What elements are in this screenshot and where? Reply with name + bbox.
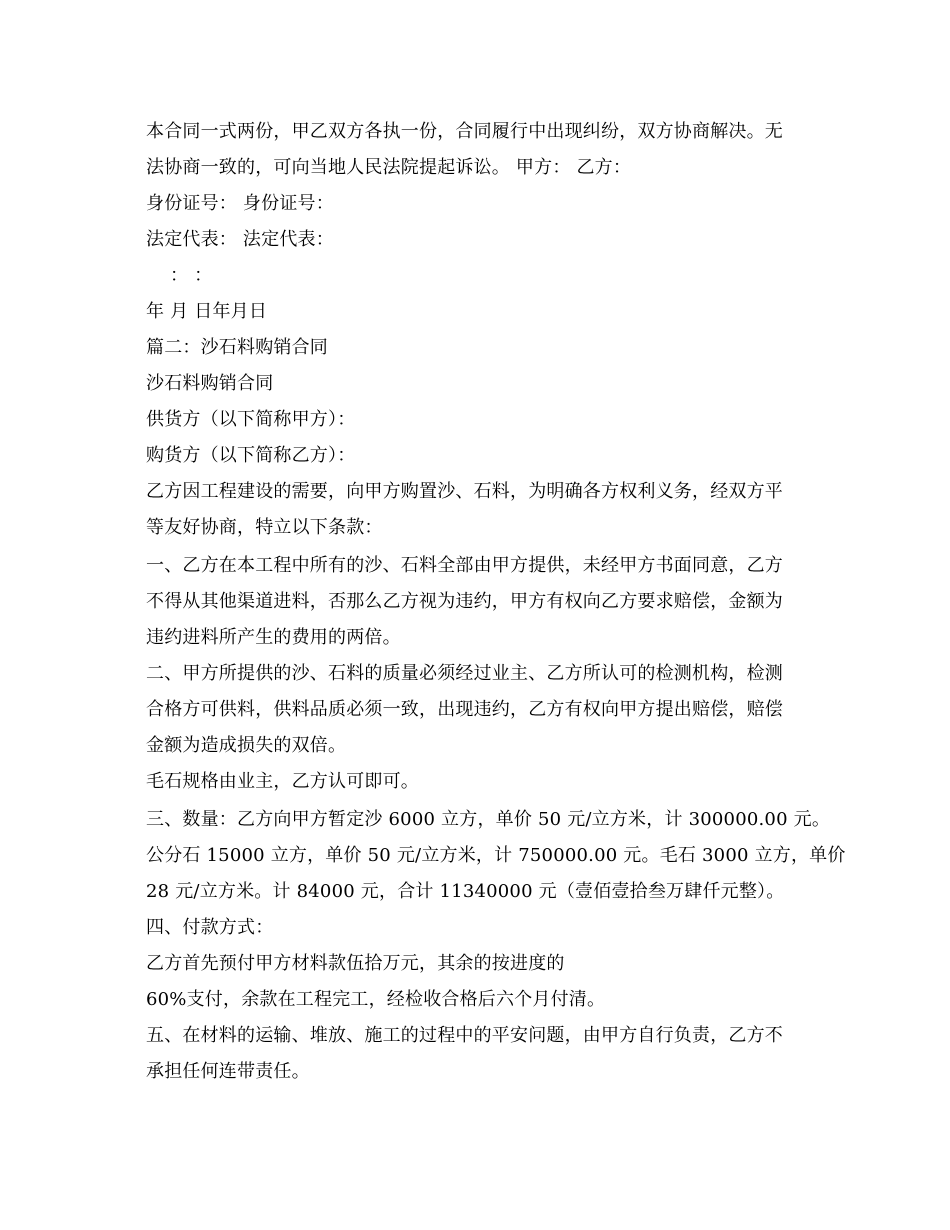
text-line: 二、甲方所提供的沙、石料的质量必须经过业主、乙方所认可的检测机构，检测 <box>146 663 783 684</box>
text-line: 等友好协商，特立以下条款： <box>146 517 383 538</box>
text-line: 身份证号： 身份证号： <box>146 193 334 214</box>
text-line: 承担任何连带责任。 <box>146 1061 310 1082</box>
text-line: 乙方首先预付甲方材料款伍拾万元，其余的按进度的 <box>146 953 565 974</box>
text-line: 乙方因工程建设的需要，向甲方购置沙、石料，为明确各方权利义务，经双方平 <box>146 481 783 502</box>
text-line: 公分石 15000 立方，单价 50 元/立方米，计 750000.00 元。毛石 3000 立方，单价 <box>146 845 846 866</box>
text-line: ： ： <box>170 265 213 286</box>
text-line: 一、乙方在本工程中所有的沙、石料全部由甲方提供，未经甲方书面同意，乙方 <box>146 555 783 576</box>
contract-title: 沙石料购销合同 <box>146 373 274 394</box>
text-line: 本合同一式两份，甲乙双方各执一份，合同履行中出现纠纷，双方协商解决。无 <box>146 121 783 142</box>
text-line: 法定代表： 法定代表： <box>146 229 334 250</box>
text-line: 金额为造成损失的双倍。 <box>146 735 347 756</box>
text-line: 不得从其他渠道进料，否那么乙方视为违约，甲方有权向乙方要求赔偿，金额为 <box>146 591 783 612</box>
text-line: 四、付款方式： <box>146 917 274 938</box>
text-line: 合格方可供料，供料品质必须一致，出现违约，乙方有权向甲方提出赔偿，赔偿 <box>146 699 783 720</box>
text-line: 违约进料所产生的费用的两倍。 <box>146 627 401 648</box>
text-line: 三、数量：乙方向甲方暂定沙 6000 立方，单价 50 元/立方米，计 300000.00 元。 <box>146 809 831 830</box>
text-line: 法协商一致的，可向当地人民法院提起诉讼。 甲方： 乙方： <box>146 157 632 178</box>
text-line: 供货方（以下简称甲方）： <box>146 409 356 430</box>
text-line: 年 月 日年月日 <box>146 301 268 322</box>
text-line: 28 元/立方米。计 84000 元，合计 11340000 元（壹佰壹拾叁万肆仟元整）。 <box>146 881 785 902</box>
section-heading: 篇二：沙石料购销合同 <box>146 337 328 358</box>
text-line: 毛石规格由业主，乙方认可即可。 <box>146 771 419 792</box>
text-line: 五、在材料的运输、堆放、施工的过程中的平安问题，由甲方自行负责，乙方不 <box>146 1025 783 1046</box>
text-line: 60%支付，余款在工程完工，经检收合格后六个月付清。 <box>146 989 606 1010</box>
text-line: 购货方（以下简称乙方）： <box>146 445 356 466</box>
